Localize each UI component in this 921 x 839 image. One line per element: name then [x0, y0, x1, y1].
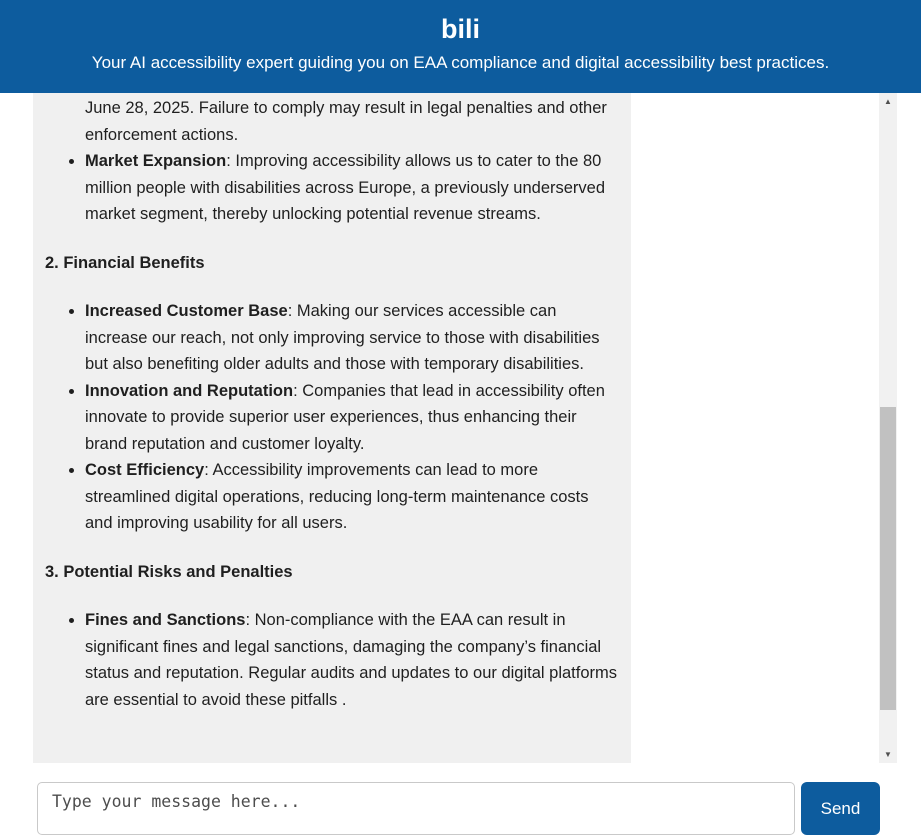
message-list [45, 298, 619, 537]
app-subtitle: Your AI accessibility expert guiding you on EAA compliance and digital accessibility best practices. [91, 53, 830, 72]
item-bold-lead: Increased Customer Base [85, 302, 288, 320]
list-item [85, 298, 619, 378]
scroll-down-icon: ▼ [884, 750, 892, 759]
message-list [45, 607, 619, 713]
list-item [85, 457, 619, 537]
scroll-up-icon: ▲ [884, 97, 892, 106]
list-item [85, 607, 619, 713]
message-section-heading: 2. Financial Benefits [45, 253, 205, 272]
item-text: : Improving accessibility allows us to cater to the 80 million people with disabilities across Europe, a previously underserved market segment, thereby unlocking potential revenue streams. [85, 152, 606, 223]
message-composer [37, 782, 880, 835]
chat-scrollbar-track[interactable] [879, 93, 897, 763]
item-text: : Companies that lead in accessibility often innovate to provide superior user experiences, thus enhancing their brand reputation and customer loyalty. [85, 381, 605, 453]
message-input[interactable] [37, 782, 795, 835]
scrollbar-thumb[interactable] [880, 407, 896, 710]
message-section-heading: 3. Potential Risks and Penalties [45, 562, 293, 581]
scrollbar-up-button[interactable] [879, 93, 897, 110]
item-text: : Making our services accessible can increase our reach, not only improving service to those with disabilities but also benefiting older adults and those with temporary disabilities. [85, 302, 600, 373]
chat-window[interactable] [0, 93, 897, 763]
item-bold-lead: Innovation and Reputation [85, 381, 294, 400]
message-list [45, 95, 619, 228]
item-text: : Accessibility improvements can lead to more streamlined digital operations, reducing long-term maintenance costs and improving usability for all users. [85, 461, 589, 532]
app-header [0, 0, 921, 93]
app-title: bili [441, 14, 480, 44]
scrollbar-down-button[interactable] [879, 746, 897, 763]
list-item [85, 378, 619, 458]
list-item [85, 148, 619, 228]
item-text: June 28, 2025. Failure to comply may result in legal penalties and other enforcement actions. [85, 99, 607, 144]
item-bold-lead: Market Expansion [85, 152, 227, 170]
item-bold-lead: Cost Efficiency [85, 461, 205, 479]
item-bold-lead: Fines and Sanctions [85, 611, 246, 629]
list-item [85, 95, 619, 148]
assistant-message [33, 93, 631, 763]
item-text: : Non-compliance with the EAA can result in significant fines and legal sanctions, damaging the company’s financial status and reputation. Regular audits and updates to our digital platforms are essential to avoid these pitfalls . [85, 611, 617, 709]
send-button[interactable]: Send [801, 782, 880, 835]
